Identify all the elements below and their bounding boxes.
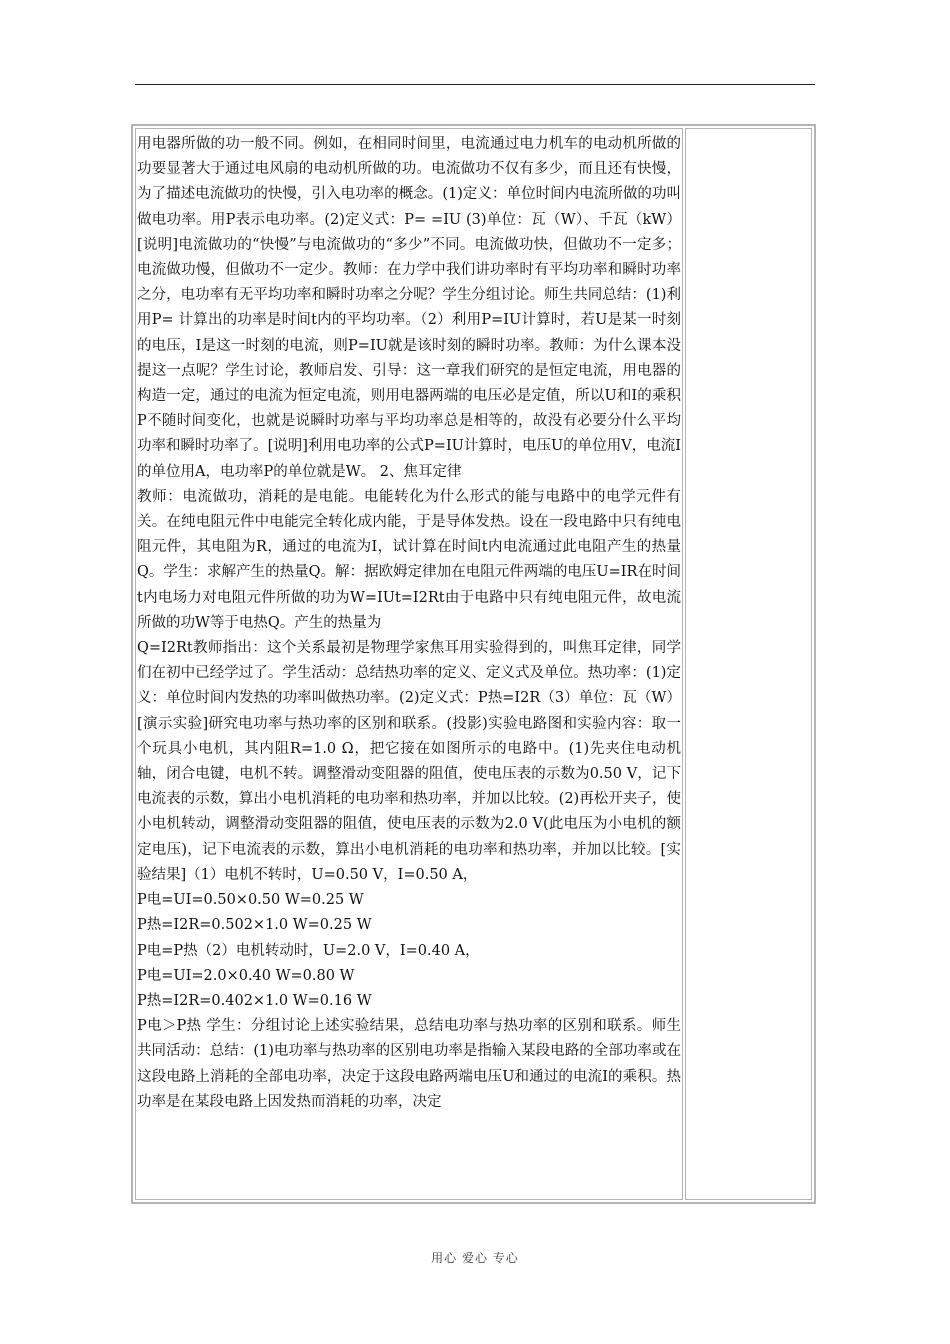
content-table: [131, 124, 816, 1204]
paragraph: P电=P热（2）电机转动时，U=2.0 V，I=0.40 A，: [137, 942, 480, 959]
paragraph: 用电器所做的功一般不同。例如，在相同时间里，电流通过电力机车的电动机所做的功要显著大于通过电风扇的电动机所做的功。电流做功不仅有多少，而且还有快慢，为了描述电流做功的快慢，引入电功率的概念。(1)定义：单位时间内电流所做的功叫做电功率。用P表示电功率。(2)定义式：P= =IU (3)单位：瓦（W）、千瓦（kW）[说明]电流做功的“快慢”与电流做功的“多少”不同。电流做功快，但做功不一定多；电流做功慢，但做功不一定少。教师：在力学中我们讲功率时有平均功率和瞬时功率之分，电功率有无平均功率和瞬时功率之分呢？学生分组讨论。师生共同总结：(1)利用P= 计算出的功率是时间t内的平均功率。（2）利用P=IU计算时，若U是某一时刻的电压，I是这一时刻的电流，则P=IU就是该时刻的瞬时功率。教师：为什么课本没提这一点呢？学生讨论，教师启发、引导：这一章我们研究的是恒定电流，用电器的构造一定，通过的电流为恒定电流，则用电器两端的电压必是定值，所以U和I的乘积P不随时间变化，也就是说瞬时功率与平均功率总是相等的，故没有必要分什么平均功率和瞬时功率了。[说明]利用电功率的公式P=IU计算时，电压U的单位用V，电流I的单位用A，电功率P的单位就是W。 2、焦耳定律: [137, 136, 681, 480]
paragraph: Q=I2Rt教师指出：这个关系最初是物理学家焦耳用实验得到的，叫焦耳定律，同学们在初中已经学过了。学生活动：总结热功率的定义、定义式及单位。热功率：(1)定义：单位时间内发热的功率叫做热功率。(2)定义式：P热=I2R（3）单位：瓦（W）[演示实验]研究电功率与热功率的区别和联系。(投影)实验电路图和实验内容：取一个玩具小电机，其内阻R=1.0 Ω，把它接在如图所示的电路中。(1)先夹住电动机轴，闭合电键，电机不转。调整滑动变阻器的阻值，使电压表的示数为0.50 V，记下电流表的示数，算出小电机消耗的电功率和热功率，并加以比较。(2)再松开夹子，使小电机转动，调整滑动变阻器的阻值，使电压表的示数为2.0 V(此电压为小电机的额定电压)，记下电流表的示数，算出小电机消耗的电功率和热功率，并加以比较。[实验结果]（1）电机不转时，U=0.50 V，I=0.50 A，: [137, 640, 681, 883]
paragraph: P电=UI=2.0×0.40 W=0.80 W: [137, 967, 355, 984]
paragraph: 教师：电流做功，消耗的是电能。电能转化为什么形式的能与电路中的电学元件有关。在纯电阻元件中电能完全转化成内能，于是导体发热。设在一段电路中只有纯电阻元件，其电阻为R，通过的电流为I，试计算在时间t内电流通过此电阻产生的热量Q。学生：求解产生的热量Q。解：据欧姆定律加在电阻元件两端的电压U=IR在时间t内电场力对电阻元件所做的功为W=IUt=I2Rt由于电路中只有纯电阻元件，故电流所做的功W等于电热Q。产生的热量为: [137, 488, 681, 631]
header-rule: [135, 84, 815, 85]
document-text: [136, 129, 682, 1115]
empty-side-cell: [685, 128, 812, 1200]
paragraph: P热=I2R=0.502×1.0 W=0.25 W: [137, 917, 372, 934]
paragraph: P热=I2R=0.402×1.0 W=0.16 W: [137, 992, 372, 1009]
paragraph: P电＞P热 学生：分组讨论上述实验结果，总结电功率与热功率的区别和联系。师生共同活动：总结：(1)电功率与热功率的区别电功率是指输入某段电路的全部功率或在这段电路上消耗的全部电功率，决定于这段电路两端电压U和通过的电流I的乘积。热功率是在某段电路上因发热而消耗的功率，决定: [137, 1018, 681, 1110]
page-footer: 用心 爱心 专心: [431, 1251, 519, 1265]
paragraph: P电=UI=0.50×0.50 W=0.25 W: [137, 892, 364, 909]
content-cell: [135, 128, 683, 1200]
